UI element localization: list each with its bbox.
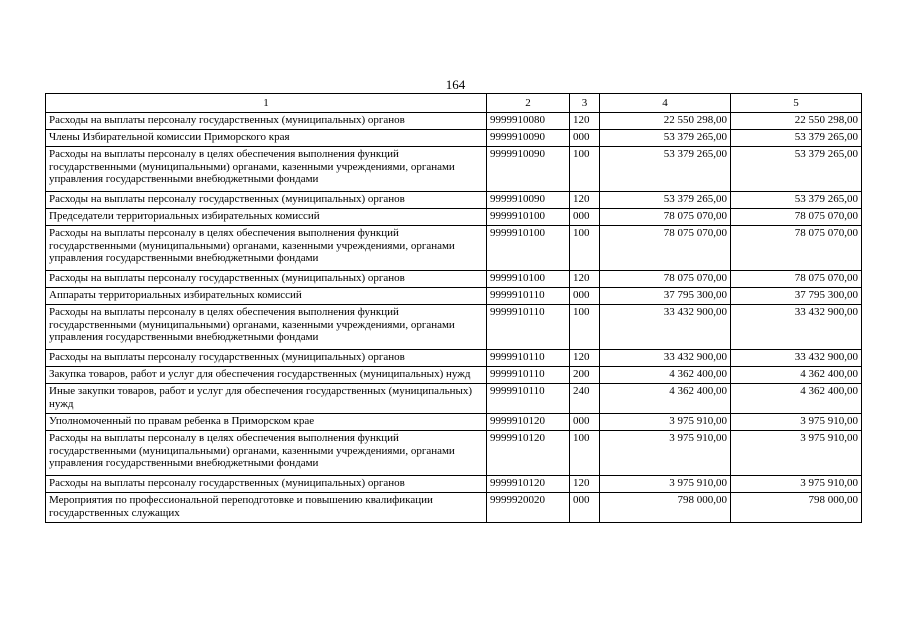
- amount-col5-cell: 33 432 900,00: [731, 305, 862, 350]
- amount-col4-cell: 33 432 900,00: [600, 305, 731, 350]
- table-row: [46, 192, 862, 209]
- amount-col4-cell: 798 000,00: [600, 493, 731, 523]
- expense-type-cell: 200: [570, 367, 600, 384]
- amount-col4-cell: 53 379 265,00: [600, 192, 731, 209]
- expense-type-cell: 100: [570, 226, 600, 271]
- amount-col4-cell: 33 432 900,00: [600, 350, 731, 367]
- table-row: [46, 271, 862, 288]
- expense-type-cell: 120: [570, 271, 600, 288]
- target-code-cell: 9999910110: [487, 384, 570, 414]
- table-row: [46, 384, 862, 414]
- target-code-cell: 9999910110: [487, 350, 570, 367]
- amount-col4-cell: 53 379 265,00: [600, 130, 731, 147]
- target-code-cell: 9999910100: [487, 209, 570, 226]
- table-row: [46, 226, 862, 271]
- target-code-cell: 9999910100: [487, 271, 570, 288]
- item-name-cell: Расходы на выплаты персоналу государственных (муниципальных) органов: [46, 476, 487, 493]
- amount-col5-cell: 4 362 400,00: [731, 367, 862, 384]
- item-name-cell: Расходы на выплаты персоналу в целях обеспечения выполнения функций государственными (муниципальными) органами, казенными учреждениями, органами управления государственными внебюджетными фондами: [46, 305, 487, 350]
- expense-type-cell: 120: [570, 192, 600, 209]
- target-code-cell: 9999910090: [487, 192, 570, 209]
- expense-type-cell: 120: [570, 350, 600, 367]
- expense-type-cell: 240: [570, 384, 600, 414]
- target-code-cell: 9999910110: [487, 305, 570, 350]
- expense-type-cell: 000: [570, 414, 600, 431]
- expense-type-cell: 000: [570, 130, 600, 147]
- table-row: [46, 130, 862, 147]
- expense-type-cell: 000: [570, 493, 600, 523]
- item-name-cell: Закупка товаров, работ и услуг для обеспечения государственных (муниципальных) нужд: [46, 367, 487, 384]
- amount-col4-cell: 78 075 070,00: [600, 226, 731, 271]
- table-row: [46, 493, 862, 523]
- amount-col5-cell: 798 000,00: [731, 493, 862, 523]
- item-name-cell: Мероприятия по профессиональной переподготовке и повышению квалификации государственных служащих: [46, 493, 487, 523]
- amount-col5-cell: 22 550 298,00: [731, 113, 862, 130]
- amount-col5-cell: 53 379 265,00: [731, 192, 862, 209]
- amount-col5-cell: 78 075 070,00: [731, 209, 862, 226]
- table-row: [46, 350, 862, 367]
- expense-type-cell: 120: [570, 113, 600, 130]
- page-number: 164: [445, 77, 466, 92]
- table-row: [46, 367, 862, 384]
- header-cell: 3: [570, 94, 600, 113]
- target-code-cell: 9999910090: [487, 130, 570, 147]
- table-row: [46, 288, 862, 305]
- item-name-cell: Расходы на выплаты персоналу государственных (муниципальных) органов: [46, 271, 487, 288]
- table-body: [46, 113, 862, 523]
- expense-type-cell: 000: [570, 209, 600, 226]
- amount-col5-cell: 78 075 070,00: [731, 226, 862, 271]
- amount-col5-cell: 3 975 910,00: [731, 414, 862, 431]
- table-row: [46, 414, 862, 431]
- amount-col5-cell: 78 075 070,00: [731, 271, 862, 288]
- item-name-cell: Расходы на выплаты персоналу в целях обеспечения выполнения функций государственными (муниципальными) органами, казенными учреждениями, органами управления государственными внебюджетными фондами: [46, 147, 487, 192]
- amount-col4-cell: 3 975 910,00: [600, 414, 731, 431]
- table-row: [46, 431, 862, 476]
- amount-col4-cell: 78 075 070,00: [600, 271, 731, 288]
- amount-col5-cell: 53 379 265,00: [731, 130, 862, 147]
- target-code-cell: 9999910110: [487, 367, 570, 384]
- amount-col5-cell: 33 432 900,00: [731, 350, 862, 367]
- amount-col5-cell: 53 379 265,00: [731, 147, 862, 192]
- amount-col4-cell: 3 975 910,00: [600, 431, 731, 476]
- item-name-cell: Расходы на выплаты персоналу государственных (муниципальных) органов: [46, 113, 487, 130]
- table-row: [46, 113, 862, 130]
- header-cell: 1: [46, 94, 487, 113]
- header-cell: 2: [487, 94, 570, 113]
- item-name-cell: Расходы на выплаты персоналу государственных (муниципальных) органов: [46, 350, 487, 367]
- header-row: [46, 94, 862, 113]
- expense-type-cell: 100: [570, 305, 600, 350]
- expense-type-cell: 120: [570, 476, 600, 493]
- header-cell: 4: [600, 94, 731, 113]
- item-name-cell: Аппараты территориальных избирательных комиссий: [46, 288, 487, 305]
- item-name-cell: Расходы на выплаты персоналу в целях обеспечения выполнения функций государственными (муниципальными) органами, казенными учреждениями, органами управления государственными внебюджетными фондами: [46, 226, 487, 271]
- amount-col4-cell: 37 795 300,00: [600, 288, 731, 305]
- amount-col5-cell: 3 975 910,00: [731, 476, 862, 493]
- target-code-cell: 9999910100: [487, 226, 570, 271]
- target-code-cell: 9999920020: [487, 493, 570, 523]
- expense-type-cell: 100: [570, 431, 600, 476]
- amount-col4-cell: 4 362 400,00: [600, 384, 731, 414]
- target-code-cell: 9999910080: [487, 113, 570, 130]
- amount-col4-cell: 78 075 070,00: [600, 209, 731, 226]
- table-header: [46, 94, 862, 113]
- expense-type-cell: 000: [570, 288, 600, 305]
- amount-col5-cell: 37 795 300,00: [731, 288, 862, 305]
- target-code-cell: 9999910120: [487, 414, 570, 431]
- expense-type-cell: 100: [570, 147, 600, 192]
- item-name-cell: Расходы на выплаты персоналу в целях обеспечения выполнения функций государственными (муниципальными) органами, казенными учреждениями, органами управления государственными внебюджетными фондами: [46, 431, 487, 476]
- target-code-cell: 9999910090: [487, 147, 570, 192]
- amount-col4-cell: 4 362 400,00: [600, 367, 731, 384]
- item-name-cell: Расходы на выплаты персоналу государственных (муниципальных) органов: [46, 192, 487, 209]
- item-name-cell: Иные закупки товаров, работ и услуг для обеспечения государственных (муниципальных) нужд: [46, 384, 487, 414]
- table-row: [46, 476, 862, 493]
- table-row: [46, 147, 862, 192]
- target-code-cell: 9999910110: [487, 288, 570, 305]
- target-code-cell: 9999910120: [487, 476, 570, 493]
- amount-col4-cell: 53 379 265,00: [600, 147, 731, 192]
- header-cell: 5: [731, 94, 862, 113]
- amount-col4-cell: 22 550 298,00: [600, 113, 731, 130]
- item-name-cell: Председатели территориальных избирательных комиссий: [46, 209, 487, 226]
- amount-col4-cell: 3 975 910,00: [600, 476, 731, 493]
- item-name-cell: Члены Избирательной комиссии Приморского края: [46, 130, 487, 147]
- amount-col5-cell: 4 362 400,00: [731, 384, 862, 414]
- table-row: [46, 209, 862, 226]
- budget-table: [45, 93, 862, 523]
- item-name-cell: Уполномоченный по правам ребенка в Приморском крае: [46, 414, 487, 431]
- amount-col5-cell: 3 975 910,00: [731, 431, 862, 476]
- target-code-cell: 9999910120: [487, 431, 570, 476]
- table-row: [46, 305, 862, 350]
